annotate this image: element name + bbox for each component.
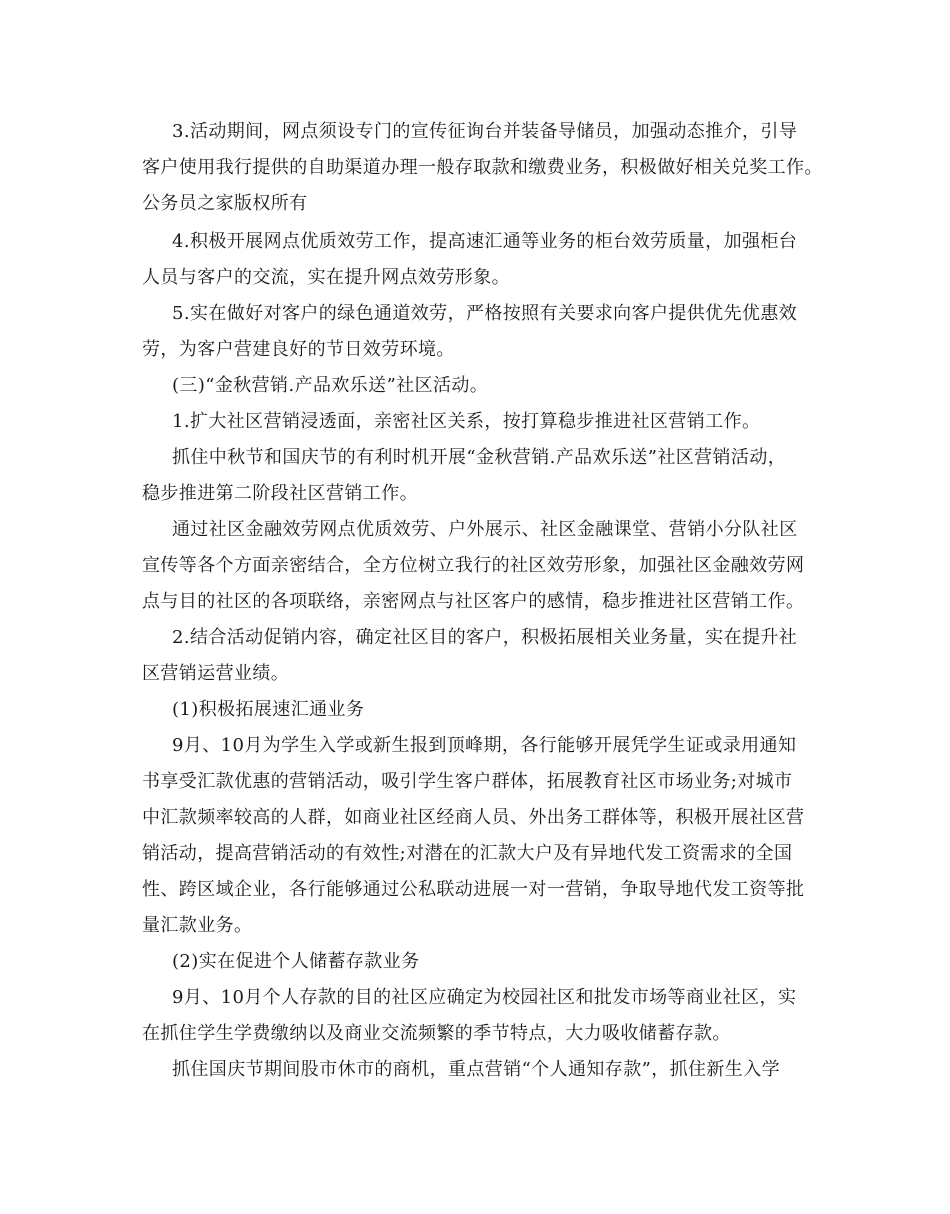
paragraph-line: 3.活动期间，网点须设专门的宣传征询台并装备导储员，加强动态推介，引导 — [172, 121, 798, 142]
section-heading: (三)“金秋营销.产品欢乐送”社区活动。 — [172, 375, 489, 396]
paragraph-line: 人员与客户的交流，实在提升网点效劳形象。 — [142, 267, 510, 288]
paragraph-line: 抓住中秋节和国庆节的有利时机开展“金秋营销.产品欢乐送”社区营销活动， — [172, 447, 787, 468]
paragraph-line: 稳步推进第二阶段社区营销工作。 — [142, 483, 418, 504]
paragraph-line: 客户使用我行提供的自助渠道办理一般存取款和缴费业务，积极做好相关兑奖工作。 — [142, 157, 823, 178]
paragraph-line: 通过社区金融效劳网点优质效劳、户外展示、社区金融课堂、营销小分队社区 — [172, 519, 798, 540]
paragraph-line: 点与目的社区的各项联络，亲密网点与社区客户的感情，稳步推进社区营销工作。 — [142, 591, 805, 612]
paragraph-line: 在抓住学生学费缴纳以及商业交流频繁的季节特点，大力吸收储蓄存款。 — [142, 1023, 731, 1044]
subsection-heading: (2)实在促进个人储蓄存款业务 — [172, 951, 420, 972]
paragraph-line: 5.实在做好对客户的绿色通道效劳，严格按照有关要求向客户提供优先优惠效 — [172, 303, 798, 324]
paragraph-line: 书享受汇款优惠的营销活动，吸引学生客户群体，拓展教育社区市场业务;对城市 — [142, 771, 793, 792]
paragraph-line: 劳，为客户营建良好的节日效劳环境。 — [142, 339, 455, 360]
paragraph-line: 1.扩大社区营销浸透面，亲密社区关系，按打算稳步推进社区营销工作。 — [172, 411, 761, 432]
paragraph-line: 宣传等各个方面亲密结合，全方位树立我行的社区效劳形象，加强社区金融效劳网 — [142, 555, 805, 576]
paragraph-line: 公务员之家版权所有 — [142, 193, 308, 214]
paragraph-line: 4.积极开展网点优质效劳工作，提高速汇通等业务的柜台效劳质量，加强柜台 — [172, 231, 798, 252]
paragraph-line: 销活动，提高营销活动的有效性;对潜在的汇款大户及有异地代发工资需求的全国 — [142, 843, 793, 864]
paragraph-line: 9月、10月为学生入学或新生报到顶峰期，各行能够开展凭学生证或录用通知 — [172, 735, 797, 756]
paragraph-line: 2.结合活动促销内容，确定社区目的客户，积极拓展相关业务量，实在提升社 — [172, 627, 798, 648]
paragraph-line: 量汇款业务。 — [142, 915, 253, 936]
paragraph-line: 区营销运营业绩。 — [142, 663, 290, 684]
paragraph-line: 性、跨区域企业，各行能够通过公私联动进展一对一营销，争取导地代发工资等批 — [142, 879, 805, 900]
paragraph-line: 抓住国庆节期间股市休市的商机，重点营销“个人通知存款”，抓住新生入学 — [172, 1059, 781, 1080]
subsection-heading: (1)积极拓展速汇通业务 — [172, 699, 365, 720]
paragraph-line: 9月、10月个人存款的目的社区应确定为校园社区和批发市场等商业社区，实 — [172, 987, 797, 1008]
paragraph-line: 中汇款频率较高的人群，如商业社区经商人员、外出务工群体等，积极开展社区营 — [142, 807, 805, 828]
